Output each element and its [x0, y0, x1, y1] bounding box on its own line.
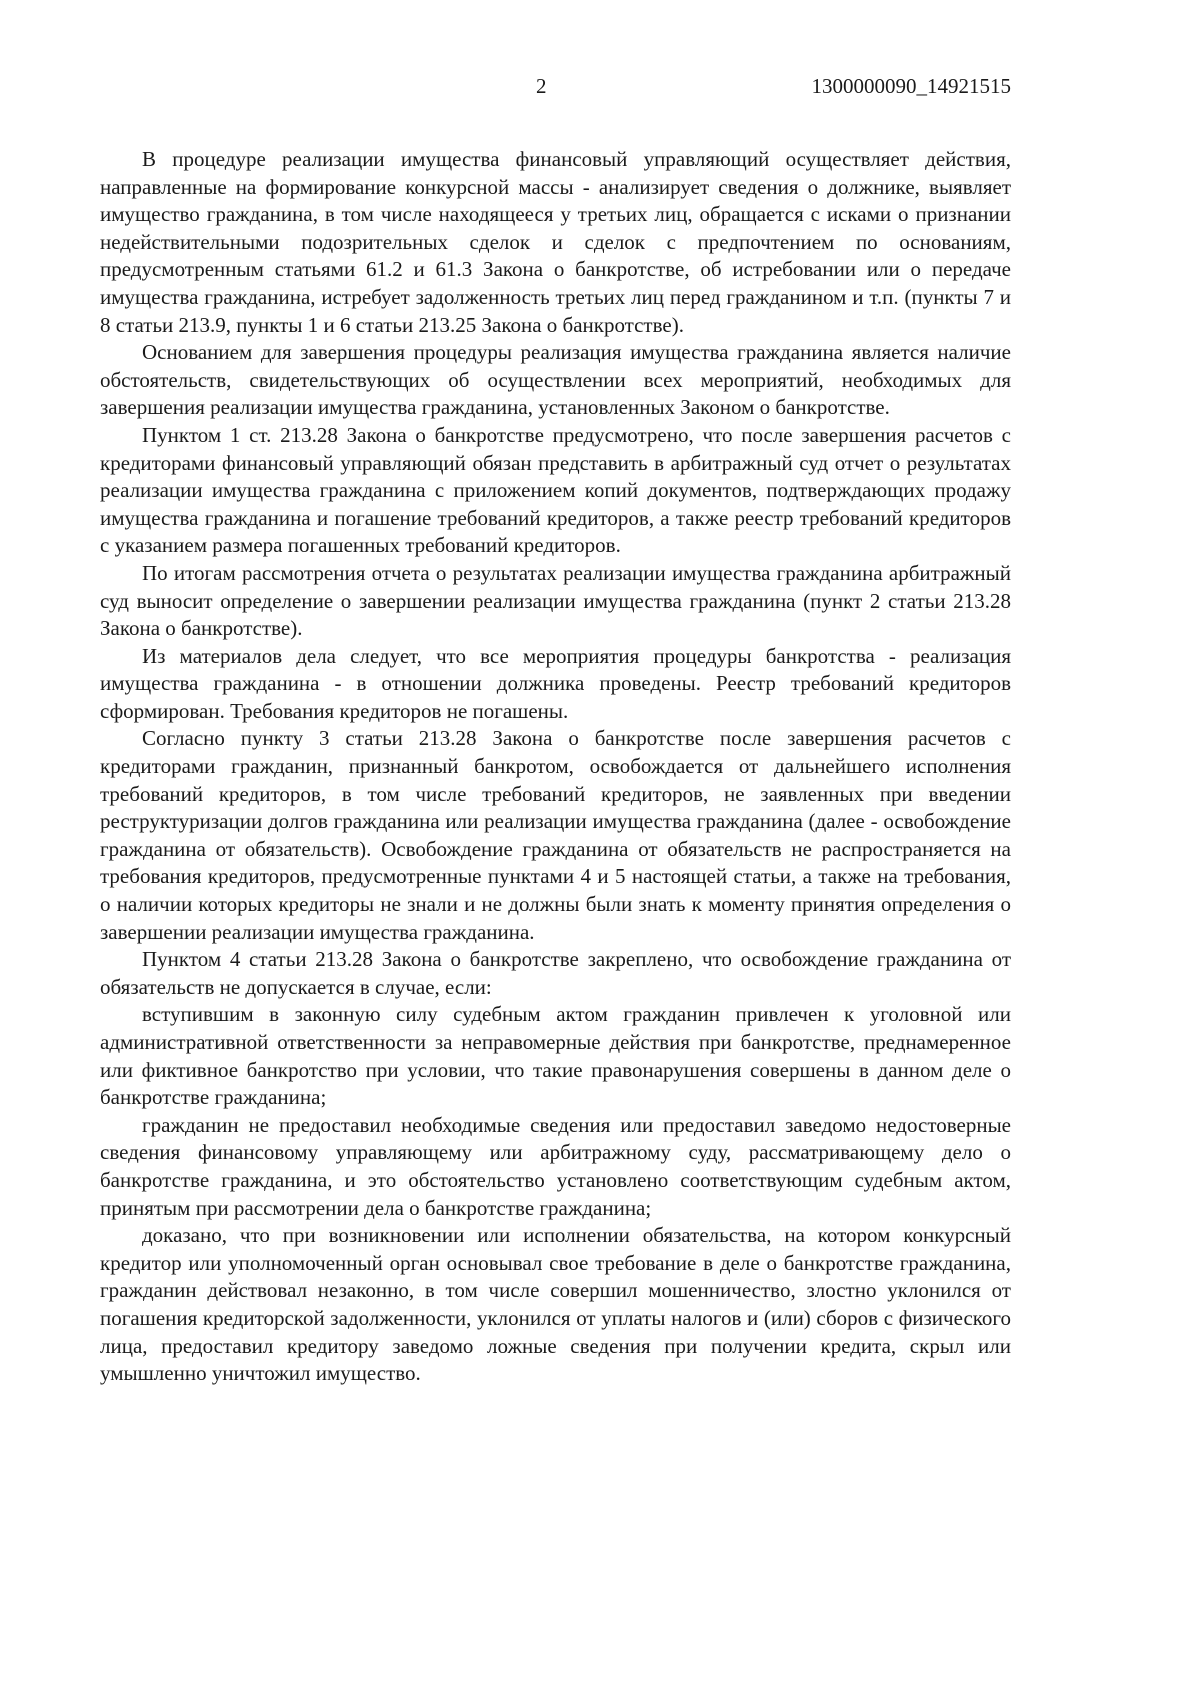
paragraph: Пунктом 1 ст. 213.28 Закона о банкротстве предусмотрено, что после завершения расчетов с кредиторами финансовый управляющий обязан представить в арбитражный суд отчет о результатах реализации имущества гражданина с приложением копий документов, подтверждающих продажу имущества гражданина и погашение требований кредиторов, а также реестр требований кредиторов с указанием размера погашенных требований кредиторов.	[100, 422, 1011, 558]
paragraph: Основанием для завершения процедуры реализация имущества гражданина является наличие обстоятельств, свидетельствующих об осуществлении всех мероприятий, необходимых для завершения реализации имущества гражданина, установленных Законом о банкротстве.	[100, 340, 1011, 420]
paragraph: Пунктом 4 статьи 213.28 Закона о банкротстве закреплено, что освобождение гражданина от обязательств не допускается в случае, если:	[100, 947, 1011, 999]
document-id: 1300000090_14921515	[811, 74, 1011, 98]
paragraph: Из материалов дела следует, что все мероприятия процедуры банкротства - реализация имущества гражданина - в отношении должника проведены. Реестр требований кредиторов сформирован. Требования кредиторов не погашены.	[100, 643, 1011, 723]
paragraph: вступившим в законную силу судебным актом гражданин привлечен к уголовной или административной ответственности за неправомерные действия при банкротстве, преднамеренное или фиктивное банкротство при условии, что такие правонарушения совершены в данном деле о банкротстве гражданина;	[100, 1002, 1011, 1110]
paragraph: гражданин не предоставил необходимые сведения или предоставил заведомо недостоверные сведения финансовому управляющему или арбитражному суду, рассматривающему дело о банкротстве гражданина, и это обстоятельство установлено соответствующим судебным актом, принятым при рассмотрении дела о банкротстве гражданина;	[100, 1112, 1011, 1220]
page-number: 2	[536, 74, 547, 98]
paragraph: В процедуре реализации имущества финансовый управляющий осуществляет действия, направленные на формирование конкурсной массы - анализирует сведения о должнике, выявляет имущество гражданина, в том числе находящееся у третьих лиц, обращается с исками о признании недействительными подозрительных сделок и сделок с предпочтением по основаниям, предусмотренным статьями 61.2 и 61.3 Закона о банкротстве, об истребовании или о передаче имущества гражданина, истребует задолженность третьих лиц перед гражданином и т.п. (пункты 7 и 8 статьи 213.9, пункты 1 и 6 статьи 213.25 Закона о банкротстве).	[100, 147, 1011, 337]
paragraph: доказано, что при возникновении или исполнении обязательства, на котором конкурсный кредитор или уполномоченный орган основывал свое требование в деле о банкротстве гражданина, гражданин действовал незаконно, в том числе совершил мошенничество, злостно уклонился от погашения кредиторской задолженности, уклонился от уплаты налогов и (или) сборов с физического лица, предоставил кредитору заведомо ложные сведения при получении кредита, скрыл или умышленно уничтожил имущество.	[100, 1223, 1011, 1386]
paragraph: Согласно пункту 3 статьи 213.28 Закона о банкротстве после завершения расчетов с кредиторами гражданин, признанный банкротом, освобождается от дальнейшего исполнения требований кредиторов, в том числе требований кредиторов, не заявленных при введении реструктуризации долгов гражданина или реализации имущества гражданина (далее - освобождение гражданина от обязательств). Освобождение гражданина от обязательств не распространяется на требования кредиторов, предусмотренные пунктами 4 и 5 настоящей статьи, а также на требования, о наличии которых кредиторы не знали и не должны были знать к моменту принятия определения о завершении реализации имущества гражданина.	[100, 726, 1011, 944]
page-header	[0, 74, 1191, 102]
paragraph: По итогам рассмотрения отчета о результатах реализации имущества гражданина арбитражный суд выносит определение о завершении реализации имущества гражданина (пункт 2 статьи 213.28 Закона о банкротстве).	[100, 560, 1011, 641]
document-body	[100, 146, 1011, 1388]
